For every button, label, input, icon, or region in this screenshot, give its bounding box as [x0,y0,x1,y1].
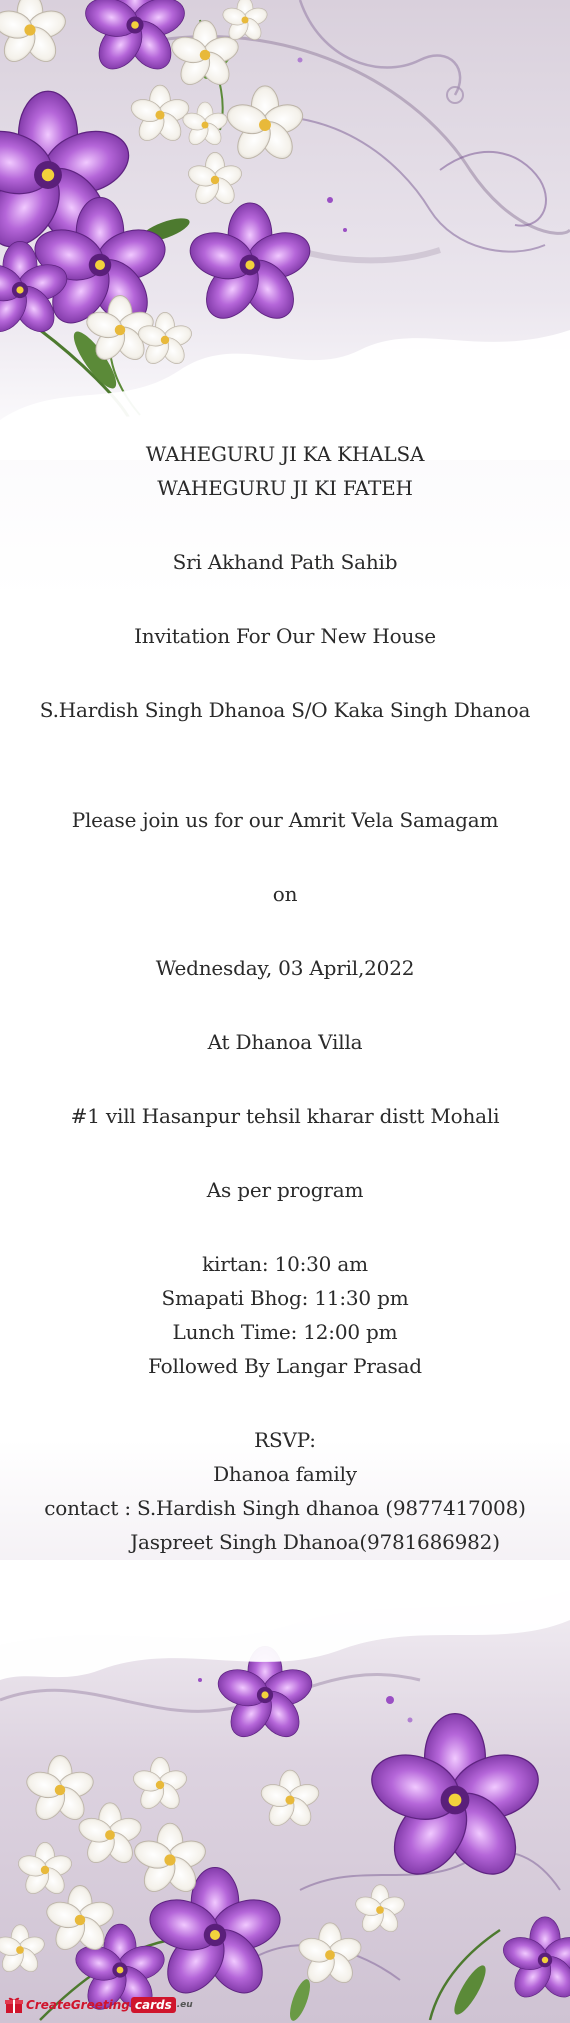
gift-icon [4,1996,24,2014]
brand-name-part2: cards [131,1997,176,2013]
greeting-line-2: WAHEGURU JI KI FATEH [157,476,413,500]
brand-name-part1: CreateGreeting [26,1998,130,2012]
program-note: As per program [206,1178,364,1202]
schedule-item: kirtan: 10:30 am [202,1252,368,1276]
greeting-line-1: WAHEGURU JI KA KHALSA [145,442,425,466]
contact-line-2: Jaspreet Singh Dhanoa(9781686982) [130,1530,500,1554]
schedule-item: Lunch Time: 12:00 pm [172,1320,398,1344]
on-text: on [272,882,298,906]
event-date: Wednesday, 03 April,2022 [155,956,415,980]
floral-decoration-top [0,0,570,460]
schedule-item: Followed By Langar Prasad [148,1354,422,1378]
event-title: Sri Akhand Path Sahib [172,550,398,574]
rsvp-label: RSVP: [254,1428,316,1452]
contact-line-1: contact : S.Hardish Singh dhanoa (9877417008) [44,1496,526,1520]
host-name: S.Hardish Singh Dhanoa S/O Kaka Singh Dhanoa [39,698,531,722]
schedule-item: Smapati Bhog: 11:30 pm [161,1286,409,1310]
brand-logo-link[interactable] [4,1990,193,2020]
floral-decoration-bottom [0,1560,570,2023]
invitation-subtitle: Invitation For Our New House [134,624,436,648]
join-text: Please join us for our Amrit Vela Samagam [71,808,499,832]
rsvp-family: Dhanoa family [213,1462,357,1486]
address: #1 vill Hasanpur tehsil kharar distt Mohali [70,1104,500,1128]
brand-name-part3: .eu [176,2000,193,2010]
venue: At Dhanoa Villa [207,1030,363,1054]
